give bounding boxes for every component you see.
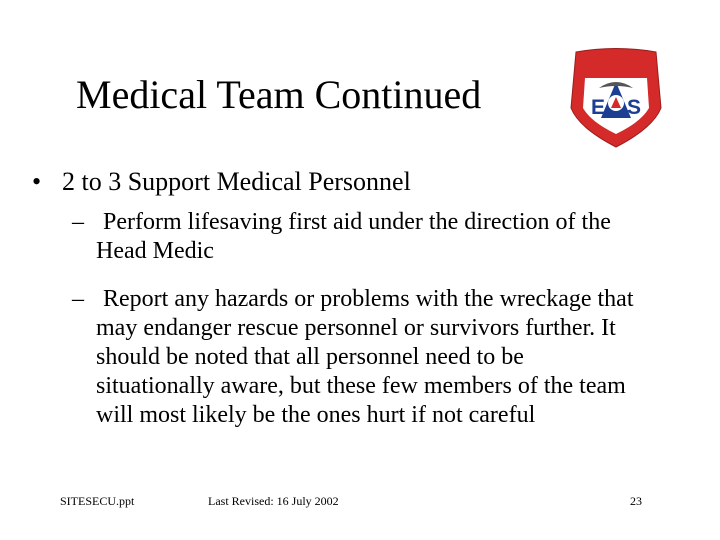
footer-page-number: 23	[630, 494, 642, 508]
footer-filename: SITESECU.ppt	[60, 494, 135, 508]
sub-bullet-marker: –	[72, 209, 84, 235]
sub-bullet-marker: –	[72, 286, 84, 312]
sub-bullet-line: will most likely be the ones hurt if not careful	[96, 402, 536, 428]
es-shield-logo	[569, 46, 663, 150]
bullet-marker: •	[32, 167, 42, 196]
sub-bullet-report-hazards	[72, 285, 720, 430]
logo-letter-e: E	[591, 96, 606, 119]
sub-bullet-line: situationally aware, but these few members of the team	[96, 373, 626, 399]
logo-letter-s: S	[627, 96, 642, 119]
bullet-support-medical	[32, 166, 411, 198]
bullet-text: 2 to 3 Support Medical Personnel	[62, 167, 411, 196]
footer-revised-date: Last Revised: 16 July 2002	[208, 494, 339, 508]
sub-bullet-line: Report any hazards or problems with the wreckage that	[103, 286, 634, 312]
sub-bullet-line: Perform lifesaving first aid under the direction of the	[103, 209, 611, 235]
sub-bullet-line: Head Medic	[96, 238, 214, 264]
slide-title: Medical Team Continued	[76, 72, 482, 117]
sub-bullet-first-aid	[72, 208, 720, 266]
sub-bullet-line: should be noted that all personnel need to be	[96, 344, 524, 370]
sub-bullet-line: may endanger rescue personnel or survivors further. It	[96, 315, 616, 341]
